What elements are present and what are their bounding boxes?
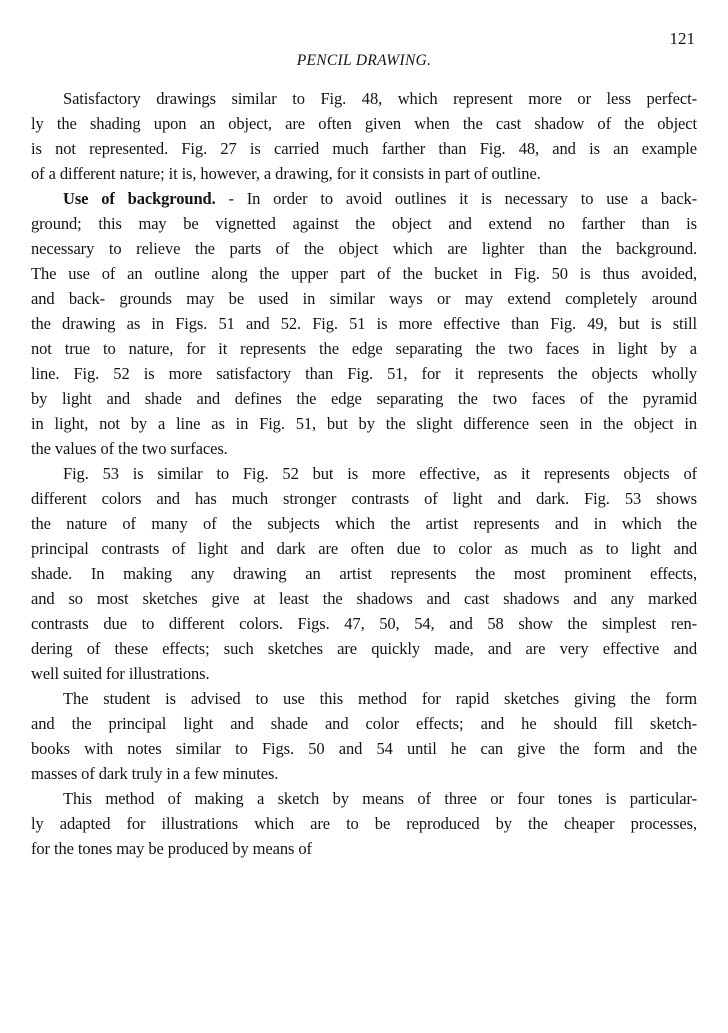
page-number: 121 <box>669 29 695 48</box>
text-line: line. Fig. 52 is more satisfactory than Fig. 51, for it represents the objects wholly <box>31 364 697 383</box>
page-body <box>31 86 697 861</box>
text-line: masses of dark truly in a few minutes. <box>31 764 279 783</box>
paragraph <box>31 686 697 786</box>
paragraph <box>31 461 697 686</box>
text-line: ly adapted for illustrations which are to be reproduced by the cheaper processes, <box>31 814 697 833</box>
text-line: by light and shade and defines the edge separating the two faces of the pyramid <box>31 389 697 408</box>
text-line: The student is advised to use this method for rapid sketches giving the form <box>63 689 697 708</box>
text-line: necessary to relieve the parts of the object which are lighter than the background. <box>31 239 697 258</box>
text-line: books with notes similar to Figs. 50 and 54 until he can give the form and the <box>31 739 697 758</box>
text-line: This method of making a sketch by means of three or four tones is particular- <box>63 789 697 808</box>
text-line: well suited for illustrations. <box>31 664 210 683</box>
text-line: dering of these effects; such sketches are quickly made, and are very effective and <box>31 639 697 658</box>
text-line: for the tones may be produced by means of <box>31 839 312 858</box>
text-line: not true to nature, for it represents the edge separating the two faces in light by a <box>31 339 697 358</box>
text-line: and the principal light and shade and color effects; and he should fill sketch- <box>31 714 697 733</box>
text-line: Fig. 53 is similar to Fig. 52 but is more effective, as it represents objects of <box>63 464 697 483</box>
text-line: shade. In making any drawing an artist represents the most prominent effects, <box>31 564 697 583</box>
text-line: is not represented. Fig. 27 is carried much farther than Fig. 48, and is an example <box>31 139 697 158</box>
text-line: in light, not by a line as in Fig. 51, but by the slight difference seen in the object in <box>31 414 697 433</box>
text-line: ly the shading upon an object, are often given when the cast shadow of the object <box>31 114 697 133</box>
text-line: Satisfactory drawings similar to Fig. 48, which represent more or less perfect- <box>63 89 697 108</box>
paragraph <box>31 786 697 861</box>
text-line: contrasts due to different colors. Figs. 47, 50, 54, and 58 show the simplest ren- <box>31 614 697 633</box>
text-line: of a different nature; it is, however, a drawing, for it consists in part of outline. <box>31 164 541 183</box>
text-line: ground; this may be vignetted against the object and extend no farther than is <box>31 214 697 233</box>
text-line: The use of an outline along the upper part of the bucket in Fig. 50 is thus avoided, <box>31 264 697 283</box>
paragraph-lead: Use of background. <box>63 189 216 208</box>
text-line: the nature of many of the subjects which the artist represents and in which the <box>31 514 697 533</box>
text-line: the drawing as in Figs. 51 and 52. Fig. 51 is more effective than Fig. 49, but is still <box>31 314 697 333</box>
paragraph <box>31 86 697 186</box>
text-line: principal contrasts of light and dark are often due to color as much as to light and <box>31 539 697 558</box>
text-line: and so most sketches give at least the shadows and cast shadows and any marked <box>31 589 697 608</box>
text-line: and back- grounds may be used in similar ways or may extend completely around <box>31 289 697 308</box>
text-line: Use of background. - In order to avoid outlines it is necessary to use a back- <box>63 189 697 208</box>
text-line: different colors and has much stronger contrasts of light and dark. Fig. 53 shows <box>31 489 697 508</box>
text-line: the values of the two surfaces. <box>31 439 228 458</box>
paragraph <box>31 186 697 461</box>
running-title: PENCIL DRAWING. <box>296 52 432 69</box>
